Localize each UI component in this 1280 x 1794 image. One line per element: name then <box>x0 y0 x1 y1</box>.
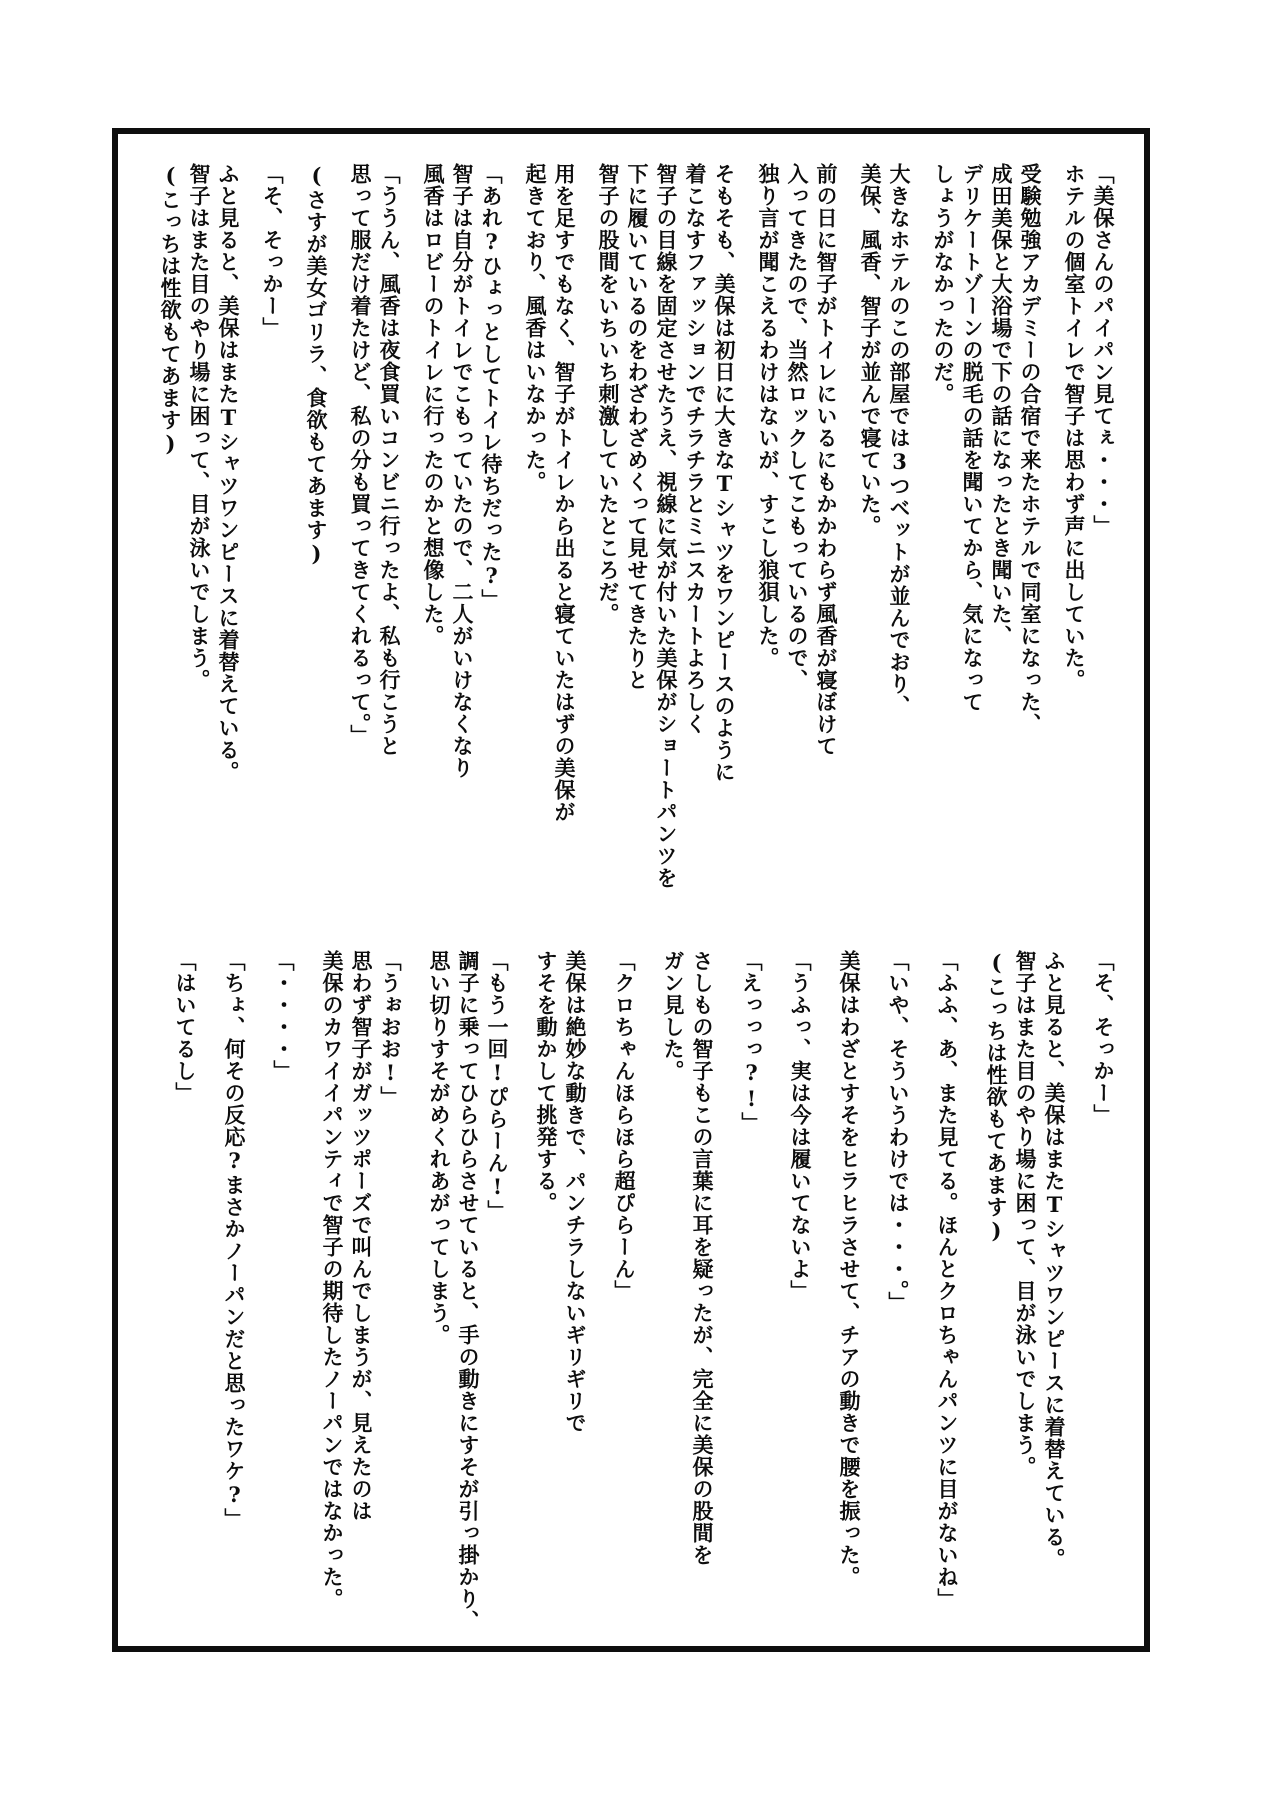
text-column: 「あれ?ひょっとしてトイレ待ちだった?」 <box>479 163 504 611</box>
paragraph <box>659 950 717 1610</box>
paragraph <box>856 163 914 903</box>
text-column: ふと見ると、美保はまたTシャツワンピースに着替えている。 <box>216 163 241 783</box>
paragraph <box>346 163 404 903</box>
text-column: 「はいてるし」 <box>173 950 198 1104</box>
page-border-frame <box>112 128 1150 1652</box>
paragraph <box>521 163 579 903</box>
text-column: 智子はまた目のやり場に困って、目が泳いでしまう。 <box>187 163 212 691</box>
text-column: 智子の股間をいちいち刺激していたところだ。 <box>596 163 621 625</box>
text-column: デリケートゾーンの脱毛の話を聞いてから、気になって <box>960 163 985 713</box>
paragraph <box>594 163 739 903</box>
text-column: 「美保さんのパイパン見てぇ・・・」 <box>1091 163 1116 537</box>
text-column: 美保はわざとすそをヒラヒラさせて、チアの動きで腰を振った。 <box>837 950 862 1588</box>
text-column: すそを動かして挑発する。 <box>534 950 559 1214</box>
text-column: 入ってきたので、当然ロックしてこもっているので、 <box>785 163 810 691</box>
text-column: 美保、風香、智子が並んで寝ていた。 <box>858 163 883 537</box>
text-column: 「ちょ、何その反応?まさかノーパンだと思ったワケ?」 <box>222 950 247 1530</box>
text-column: 「ふふ、あ、また見てる。ほんとクロちゃんパンツに目がないね」 <box>935 950 960 1610</box>
paragraph <box>982 950 1069 1610</box>
paragraph <box>1089 950 1118 1610</box>
paragraph <box>171 950 200 1610</box>
paragraph <box>737 950 766 1610</box>
text-column: 智子の目線を固定させたうえ、視線に気が付いた美保がショートパンツを <box>654 163 679 889</box>
text-column: 美保のカワイイパンティで智子の期待したノーパンではなかった。 <box>320 950 345 1610</box>
paragraph <box>419 163 506 903</box>
text-column: 調子に乗ってひらひらさせていると、手の動きにすそが引っ掛かり、 <box>456 950 481 1632</box>
paragraph <box>884 950 913 1610</box>
paragraph <box>754 163 841 903</box>
text-column: 「・・・・」 <box>271 950 296 1082</box>
paragraph <box>929 163 1045 903</box>
text-column: 成田美保と大浴場で下の話になったとき聞いた、 <box>989 163 1014 647</box>
text-column: ホテルの個室トイレで智子は思わず声に出していた。 <box>1062 163 1087 691</box>
text-column: 「うぉおお!」 <box>378 950 403 1108</box>
paragraph <box>258 163 287 903</box>
story-text-block-bottom <box>171 950 1118 1632</box>
text-column: 「いや、そういうわけでは・・・。」 <box>886 950 911 1314</box>
text-column: (さすが美女ゴリラ、食欲もてあます) <box>304 163 329 567</box>
text-column: 独り言が聞こえるわけはないが、すこし狼狽した。 <box>756 163 781 669</box>
paragraph <box>425 950 512 1632</box>
text-column: 下に履いているのをわざわざめくって見せてきたりと <box>625 163 650 691</box>
text-column: 思って服だけ着たけど、私の分も買ってきてくれるって。」 <box>348 163 373 747</box>
text-column: さしもの智子もこの言葉に耳を疑ったが、完全に美保の股間を <box>690 950 715 1566</box>
text-column: 起きており、風香はいなかった。 <box>523 163 548 493</box>
text-column: ふと見ると、美保はまたTシャツワンピースに着替えている。 <box>1042 950 1067 1570</box>
paragraph <box>318 950 405 1610</box>
story-text-block-top <box>156 163 1118 903</box>
text-column: (こっちは性欲もてあます) <box>984 950 1009 1244</box>
text-column: 智子は自分がトイレでこもっていたので、二人がいけなくなり <box>450 163 475 779</box>
paragraph <box>610 950 639 1610</box>
text-column: 智子はまた目のやり場に困って、目が泳いでしまう。 <box>1013 950 1038 1478</box>
text-column: 思い切りすそがめくれあがってしまう。 <box>427 950 452 1346</box>
text-column: ガン見した。 <box>661 950 686 1082</box>
text-column: 「もう一回!ぴらーん!」 <box>485 950 510 1222</box>
text-column: 「そ、そっかー」 <box>1091 950 1116 1126</box>
text-column: 大きなホテルのこの部屋では3つベットが並んでおり、 <box>887 163 912 717</box>
paragraph <box>156 163 243 903</box>
text-column: 「うふっ、実は今は履いてないよ」 <box>788 950 813 1302</box>
text-column: 「そ、そっかー」 <box>260 163 285 339</box>
paragraph <box>532 950 590 1610</box>
text-column: 思わず智子がガッツポーズで叫んでしまうが、見えたのは <box>349 950 374 1522</box>
text-column: 着こなすファッションでチラチラとミニスカートよろしく <box>683 163 708 735</box>
paragraph <box>835 950 864 1610</box>
text-column: 「えっっっ?!」 <box>739 950 764 1134</box>
text-column: 前の日に智子がトイレにいるにもかかわらず風香が寝ぼけて <box>814 163 839 757</box>
paragraph <box>220 950 249 1610</box>
text-column: 受験勉強アカデミーの合宿で来たホテルで同室になった、 <box>1018 163 1043 735</box>
paragraph <box>269 950 298 1610</box>
text-column: しょうがなかったのだ。 <box>931 163 956 405</box>
paragraph <box>933 950 962 1610</box>
text-column: 風香はロビーのトイレに行ったのかと想像した。 <box>421 163 446 647</box>
text-column: そもそも、美保は初日に大きなTシャツをワンピースのように <box>712 163 737 783</box>
text-column: (こっちは性欲もてあます) <box>158 163 183 457</box>
paragraph <box>786 950 815 1610</box>
text-column: 美保は絶妙な動きで、パンチラしないギリギリで <box>563 950 588 1434</box>
text-column: 「クロちゃんほらほら超ぴらーん」 <box>612 950 637 1302</box>
text-column: 用を足すでもなく、智子がトイレから出ると寝ていたはずの美保が <box>552 163 577 823</box>
paragraph <box>302 163 331 903</box>
text-column: 「ううん、風香は夜食買いコンビニ行ったよ、私も行こうと <box>377 163 402 757</box>
paragraph <box>1060 163 1118 903</box>
